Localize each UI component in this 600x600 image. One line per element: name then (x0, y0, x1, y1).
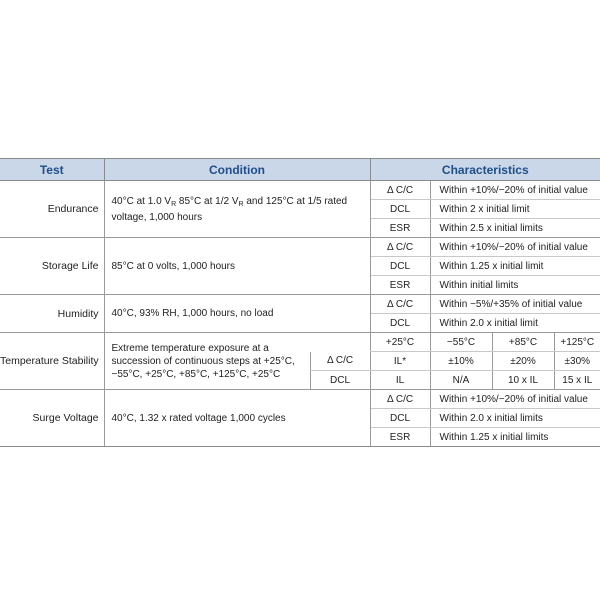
char-value: Within +10%/−20% of initial value (430, 390, 600, 409)
temp-cell: IL* (370, 352, 430, 371)
header-condition: Condition (104, 159, 370, 181)
test-temperature-stability: Temperature Stability (0, 333, 104, 390)
char-label: DCL (370, 409, 430, 428)
table-row (0, 333, 600, 352)
char-value: Within 2 x initial limit (430, 200, 600, 219)
char-value: Within 1.25 x initial limits (430, 428, 600, 447)
header-test: Test (0, 159, 104, 181)
test-storage-life: Storage Life (0, 238, 104, 295)
test-endurance: Endurance (0, 181, 104, 238)
temp-cell: 15 x IL (554, 371, 600, 390)
temp-cell: IL (370, 371, 430, 390)
temp-cell: N/A (430, 371, 492, 390)
char-label: Δ C/C (370, 295, 430, 314)
temp-header: +25°C (370, 333, 430, 352)
table-row (0, 390, 600, 409)
char-value: Within −5%/+35% of initial value (430, 295, 600, 314)
char-label: ESR (370, 428, 430, 447)
condition-temperature-stability: Extreme temperature exposure at a succession of continuous steps at +25°C, −55°C, +25°C, +85°C, +125°C, +25°C (104, 333, 310, 390)
temp-cell: ±10% (430, 352, 492, 371)
table-row (0, 238, 600, 257)
condition-surge-voltage: 40°C, 1.32 x rated voltage 1,000 cycles (104, 390, 370, 447)
char-label: Δ C/C (370, 238, 430, 257)
table-row (0, 295, 600, 314)
test-surge-voltage: Surge Voltage (0, 390, 104, 447)
temp-cell: ±30% (554, 352, 600, 371)
char-value: Within +10%/−20% of initial value (430, 238, 600, 257)
test-humidity: Humidity (0, 295, 104, 333)
header-characteristics: Characteristics (370, 159, 600, 181)
char-label: Δ C/C (370, 181, 430, 200)
char-value: Within 2.5 x initial limits (430, 219, 600, 238)
condition-storage-life: 85°C at 0 volts, 1,000 hours (104, 238, 370, 295)
spec-table (0, 158, 600, 447)
condition-endurance: 40°C at 1.0 $V_R$ 85°C at 1/2 $V_R$ and 125°C at 1/5 rated voltage, 1,000 hours (104, 181, 370, 238)
condition-humidity: 40°C, 93% RH, 1,000 hours, no load (104, 295, 370, 333)
char-value: Within 1.25 x initial limit (430, 257, 600, 276)
char-label: ESR (370, 276, 430, 295)
temp-header: −55°C (430, 333, 492, 352)
char-value: Within 2.0 x initial limit (430, 314, 600, 333)
temp-header: +85°C (492, 333, 554, 352)
temp-header: +125°C (554, 333, 600, 352)
temp-label-cap: Δ C/C (310, 352, 370, 371)
char-label: ESR (370, 219, 430, 238)
char-value: Within initial limits (430, 276, 600, 295)
char-label: DCL (370, 257, 430, 276)
char-value: Within +10%/−20% of initial value (430, 181, 600, 200)
char-label: Δ C/C (370, 390, 430, 409)
temp-label-dcl: DCL (310, 371, 370, 390)
char-label: DCL (370, 200, 430, 219)
table-row (0, 181, 600, 200)
char-value: Within 2.0 x initial limits (430, 409, 600, 428)
temp-cell: 10 x IL (492, 371, 554, 390)
temp-cell: ±20% (492, 352, 554, 371)
char-label: DCL (370, 314, 430, 333)
